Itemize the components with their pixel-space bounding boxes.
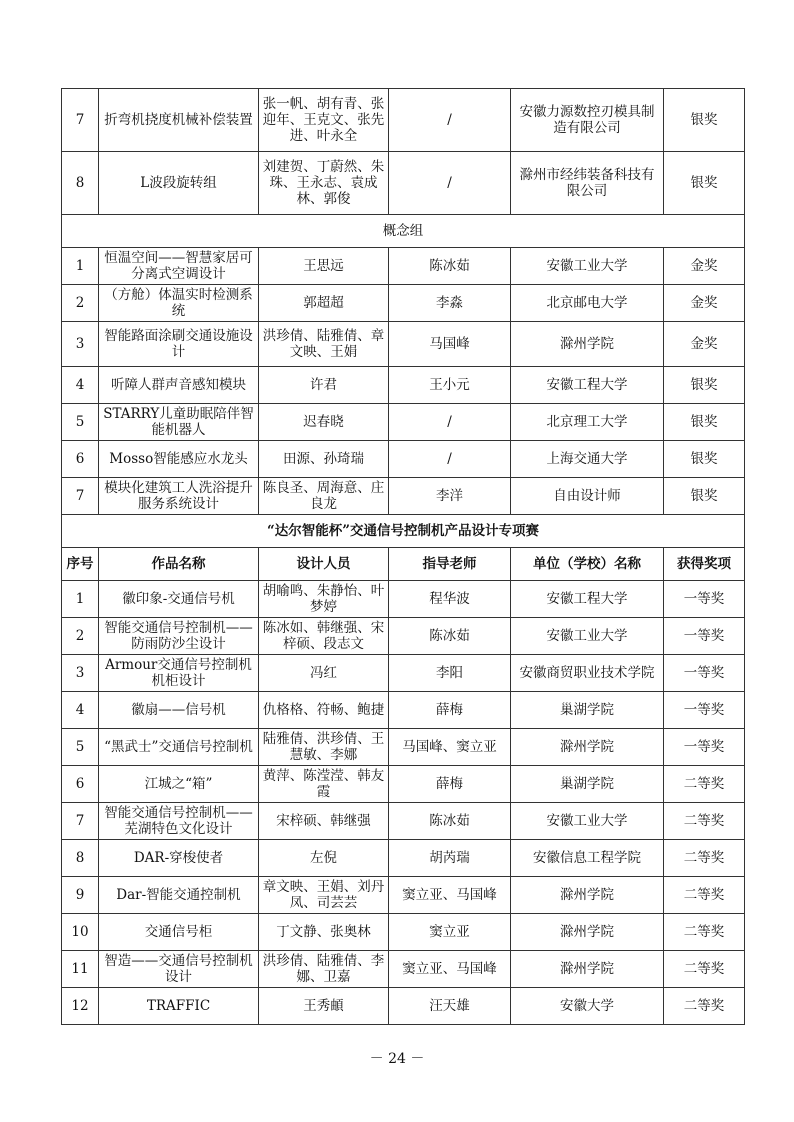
cell-designers: 陆雅倩、洪珍倩、王慧敏、李娜: [259, 729, 389, 766]
cell-no: 3: [62, 322, 99, 367]
cell-teacher: 薛梅: [389, 692, 511, 729]
table-row: [62, 655, 745, 692]
cell-teacher: 陈冰茹: [389, 803, 511, 840]
table-row: [62, 322, 745, 367]
table-row: [62, 248, 745, 285]
cell-work: “黑武士”交通信号控制机: [99, 729, 259, 766]
cell-teacher: 窦立亚、马国峰: [389, 877, 511, 914]
header-row: [62, 548, 745, 581]
cell-designers: 洪珍倩、陆雅倩、章文映、王娟: [259, 322, 389, 367]
cell-designers: 胡喻鸣、朱静怡、叶梦婷: [259, 581, 389, 618]
cell-teacher: 李淼: [389, 285, 511, 322]
cell-award: 金奖: [664, 285, 745, 322]
cell-unit: 北京邮电大学: [511, 285, 664, 322]
cell-work: TRAFFIC: [99, 988, 259, 1025]
cell-work: 模块化建筑工人洗浴提升服务系统设计: [99, 478, 259, 515]
header-work: 作品名称: [99, 548, 259, 581]
cell-award: 一等奖: [664, 729, 745, 766]
table-row: [62, 478, 745, 515]
cell-award: 一等奖: [664, 581, 745, 618]
cell-teacher: 李洋: [389, 478, 511, 515]
page-number: － 24 －: [369, 1051, 425, 1067]
cell-teacher: 汪天雄: [389, 988, 511, 1025]
cell-unit: 安徽大学: [511, 988, 664, 1025]
cell-work: Mosso智能感应水龙头: [99, 441, 259, 478]
cell-designers: 刘建贺、丁蔚然、朱珠、王永志、袁成林、郭俊: [259, 152, 389, 215]
cell-designers: 黄萍、陈滢滢、韩友霞: [259, 766, 389, 803]
cell-award: 银奖: [664, 478, 745, 515]
awards-table: [61, 88, 745, 1025]
cell-work: 恒温空间——智慧家居可分离式空调设计: [99, 248, 259, 285]
cell-award: 二等奖: [664, 766, 745, 803]
cell-work: 智能路面涂刷交通设施设计: [99, 322, 259, 367]
cell-no: 7: [62, 803, 99, 840]
table-row: [62, 285, 745, 322]
cell-no: 1: [62, 248, 99, 285]
cell-no: 3: [62, 655, 99, 692]
cell-designers: 丁文静、张奥林: [259, 914, 389, 951]
cell-award: 二等奖: [664, 877, 745, 914]
cell-no: 8: [62, 840, 99, 877]
cell-unit: 滁州市经纬装备科技有限公司: [511, 152, 664, 215]
cell-no: 5: [62, 729, 99, 766]
cell-unit: 安徽力源数控刃模具制造有限公司: [511, 89, 664, 152]
cell-award: 一等奖: [664, 618, 745, 655]
cell-work: 徽印象-交通信号机: [99, 581, 259, 618]
cell-award: 银奖: [664, 404, 745, 441]
section-title-concept: 概念组: [62, 215, 745, 248]
cell-teacher: /: [389, 152, 511, 215]
cell-teacher: 陈冰茹: [389, 618, 511, 655]
cell-work: 江城之“箱”: [99, 766, 259, 803]
cell-work: （方舱）体温实时检测系统: [99, 285, 259, 322]
cell-work: 交通信号柜: [99, 914, 259, 951]
cell-unit: 北京理工大学: [511, 404, 664, 441]
cell-no: 5: [62, 404, 99, 441]
cell-teacher: 窦立亚: [389, 914, 511, 951]
cell-teacher: 王小元: [389, 367, 511, 404]
cell-no: 7: [62, 478, 99, 515]
cell-designers: 王思远: [259, 248, 389, 285]
cell-unit: 安徽工业大学: [511, 248, 664, 285]
cell-no: 7: [62, 89, 99, 152]
cell-teacher: /: [389, 404, 511, 441]
cell-designers: 迟春晓: [259, 404, 389, 441]
table-row: [62, 988, 745, 1025]
cell-designers: 左倪: [259, 840, 389, 877]
header-unit: 单位（学校）名称: [511, 548, 664, 581]
cell-award: 银奖: [664, 367, 745, 404]
cell-award: 银奖: [664, 89, 745, 152]
header-designers: 设计人员: [259, 548, 389, 581]
cell-designers: 宋梓硕、韩继强: [259, 803, 389, 840]
cell-no: 2: [62, 618, 99, 655]
cell-work: 折弯机挠度机械补偿装置: [99, 89, 259, 152]
table-row: [62, 803, 745, 840]
cell-work: 智能交通信号控制机——防雨防沙尘设计: [99, 618, 259, 655]
cell-no: 2: [62, 285, 99, 322]
cell-teacher: 薛梅: [389, 766, 511, 803]
section-title-special: “达尔智能杯”交通信号控制机产品设计专项赛: [62, 515, 745, 548]
cell-designers: 冯红: [259, 655, 389, 692]
cell-unit: 巢湖学院: [511, 692, 664, 729]
cell-designers: 陈良圣、周海意、庄良龙: [259, 478, 389, 515]
cell-designers: 张一帆、胡有青、张迎年、王克文、张先进、叶永全: [259, 89, 389, 152]
cell-teacher: 陈冰茹: [389, 248, 511, 285]
cell-award: 一等奖: [664, 655, 745, 692]
header-no: 序号: [62, 548, 99, 581]
cell-no: 6: [62, 766, 99, 803]
section-row: [62, 515, 745, 548]
table-row: [62, 89, 745, 152]
cell-designers: 章文映、王娟、刘丹凤、司芸芸: [259, 877, 389, 914]
cell-award: 二等奖: [664, 914, 745, 951]
cell-teacher: 马国峰、窦立亚: [389, 729, 511, 766]
cell-teacher: 胡芮瑞: [389, 840, 511, 877]
cell-unit: 巢湖学院: [511, 766, 664, 803]
cell-no: 6: [62, 441, 99, 478]
cell-unit: 安徽信息工程学院: [511, 840, 664, 877]
header-award: 获得奖项: [664, 548, 745, 581]
cell-designers: 田源、孙琦瑞: [259, 441, 389, 478]
cell-no: 4: [62, 367, 99, 404]
cell-teacher: 马国峰: [389, 322, 511, 367]
cell-no: 8: [62, 152, 99, 215]
cell-work: 徽扇——信号机: [99, 692, 259, 729]
cell-no: 1: [62, 581, 99, 618]
table-row: [62, 692, 745, 729]
header-teacher: 指导老师: [389, 548, 511, 581]
table-row: [62, 152, 745, 215]
cell-work: 听障人群声音感知模块: [99, 367, 259, 404]
cell-unit: 安徽工程大学: [511, 581, 664, 618]
cell-award: 二等奖: [664, 988, 745, 1025]
cell-unit: 滁州学院: [511, 914, 664, 951]
cell-work: Armour交通信号控制机机柜设计: [99, 655, 259, 692]
table-row: [62, 404, 745, 441]
table-row: [62, 877, 745, 914]
cell-unit: 安徽商贸职业技术学院: [511, 655, 664, 692]
cell-unit: 滁州学院: [511, 951, 664, 988]
table-row: [62, 618, 745, 655]
cell-award: 二等奖: [664, 803, 745, 840]
cell-award: 一等奖: [664, 692, 745, 729]
cell-award: 金奖: [664, 322, 745, 367]
cell-unit: 滁州学院: [511, 877, 664, 914]
cell-teacher: /: [389, 441, 511, 478]
cell-award: 二等奖: [664, 951, 745, 988]
cell-award: 金奖: [664, 248, 745, 285]
cell-work: STARRY儿童助眠陪伴智能机器人: [99, 404, 259, 441]
table-row: [62, 914, 745, 951]
table-row: [62, 729, 745, 766]
cell-unit: 自由设计师: [511, 478, 664, 515]
cell-work: 智能交通信号控制机——芜湖特色文化设计: [99, 803, 259, 840]
cell-designers: 陈冰如、韩继强、宋梓硕、段志文: [259, 618, 389, 655]
cell-unit: 安徽工程大学: [511, 367, 664, 404]
cell-teacher: 程华波: [389, 581, 511, 618]
cell-teacher: 窦立亚、马国峰: [389, 951, 511, 988]
section-row: [62, 215, 745, 248]
cell-work: Dar-智能交通控制机: [99, 877, 259, 914]
cell-teacher: /: [389, 89, 511, 152]
cell-designers: 郭超超: [259, 285, 389, 322]
cell-work: 智造——交通信号控制机设计: [99, 951, 259, 988]
cell-unit: 安徽工业大学: [511, 618, 664, 655]
cell-unit: 安徽工业大学: [511, 803, 664, 840]
cell-no: 10: [62, 914, 99, 951]
cell-unit: 滁州学院: [511, 729, 664, 766]
cell-award: 银奖: [664, 441, 745, 478]
cell-work: L波段旋转组: [99, 152, 259, 215]
table-row: [62, 581, 745, 618]
cell-designers: 洪珍倩、陆雅倩、李娜、卫嘉: [259, 951, 389, 988]
cell-unit: 滁州学院: [511, 322, 664, 367]
cell-work: DAR-穿梭使者: [99, 840, 259, 877]
cell-award: 银奖: [664, 152, 745, 215]
cell-no: 9: [62, 877, 99, 914]
cell-award: 二等奖: [664, 840, 745, 877]
cell-unit: 上海交通大学: [511, 441, 664, 478]
table-row: [62, 951, 745, 988]
cell-designers: 王秀頔: [259, 988, 389, 1025]
cell-no: 4: [62, 692, 99, 729]
cell-designers: 许君: [259, 367, 389, 404]
cell-designers: 仇格格、符畅、鲍捷: [259, 692, 389, 729]
cell-no: 11: [62, 951, 99, 988]
cell-teacher: 李阳: [389, 655, 511, 692]
table-row: [62, 441, 745, 478]
table-row: [62, 766, 745, 803]
cell-no: 12: [62, 988, 99, 1025]
table-row: [62, 840, 745, 877]
table-row: [62, 367, 745, 404]
